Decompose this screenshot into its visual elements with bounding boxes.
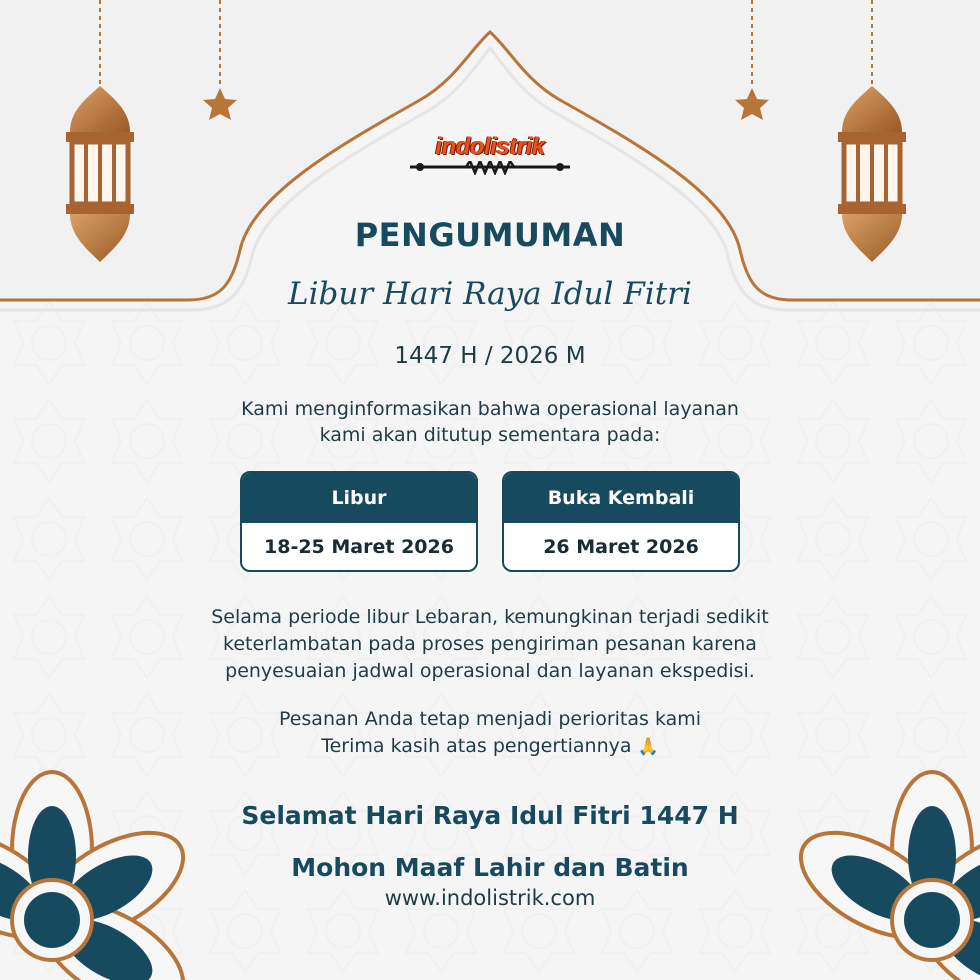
closing-text [0, 706, 980, 761]
schedule-value: 26 Maret 2026 [543, 535, 699, 558]
intro-text [0, 396, 980, 448]
schedule-label: Buka Kembali [504, 473, 738, 523]
brand-logo-text: indolistrik [435, 133, 545, 160]
closing-line: Pesanan Anda tetap menjadi perioritas kami [278, 708, 702, 730]
intro-line: Kami menginformasikan bahwa operasional layanan [241, 398, 739, 420]
website-link[interactable]: www.indolistrik.com [384, 886, 596, 910]
page-subtitle: Libur Hari Raya Idul Fitri [288, 276, 692, 312]
closing-thanks: Terima kasih atas pengertiannya [321, 735, 632, 757]
greeting-line: Selamat Hari Raya Idul Fitri 1447 H [241, 801, 739, 830]
resistor-icon [410, 161, 570, 175]
pray-hands-icon: 🙏 [637, 737, 659, 757]
page-title: PENGUMUMAN [354, 216, 626, 254]
schedule-card-closed [240, 471, 478, 572]
schedule-label: Libur [242, 473, 476, 523]
notice-text [0, 604, 980, 685]
greeting-line: Mohon Maaf Lahir dan Batin [291, 853, 689, 882]
notice-line: penyesuaian jadwal operasional dan layanan ekspedisi. [225, 660, 755, 682]
schedule-value: 18-25 Maret 2026 [264, 535, 454, 558]
greeting-text [0, 790, 980, 894]
brand-logo [410, 133, 570, 179]
closing-line [0, 733, 980, 761]
year-label: 1447 H / 2026 M [394, 343, 586, 369]
intro-line: kami akan ditutup sementara pada: [319, 424, 661, 446]
schedule-card-reopen [502, 471, 740, 572]
notice-line: keterlambatan pada proses pengiriman pesanan karena [223, 633, 757, 655]
notice-line: Selama periode libur Lebaran, kemungkinan terjadi sedikit [211, 606, 769, 628]
